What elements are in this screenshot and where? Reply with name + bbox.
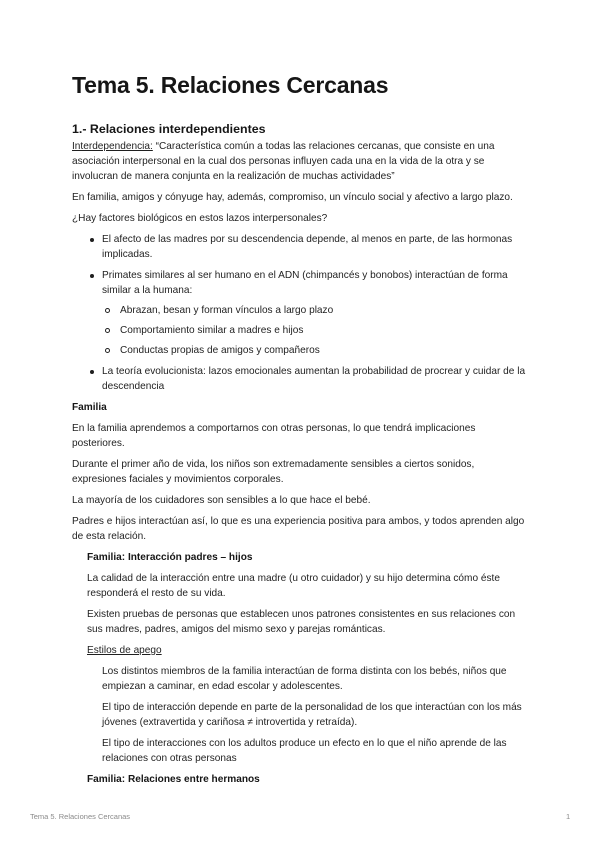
list-item: Primates similares al ser humano en el ADN (chimpancés y bonobos) interactúan de forma similar a la humana: Abrazan, besan y forman vínculos a largo plazo Comportamiento similar a madres e hijos Conductas propias de amigos y compañeros bbox=[72, 268, 528, 358]
bullet-icon bbox=[90, 274, 94, 278]
section-heading: 1.- Relaciones interdependientes bbox=[72, 122, 266, 136]
definition-text: “Característica común a todas las relaciones cercanas, que consiste en una asociación interpersonal en la cual dos personas influyen cada una en la vida de la otra y se involucran de manera conjunta en la realización de muchas actividades” bbox=[72, 141, 495, 182]
subsection-heading: Estilos de apego bbox=[87, 645, 162, 656]
paragraph: En la familia aprendemos a comportarnos con otras personas, lo que tendrá implicaciones posteriores. bbox=[72, 423, 476, 449]
bullet-icon bbox=[90, 370, 94, 374]
paragraph: El tipo de interacciones con los adultos produce un efecto en lo que el niño aprende de las relaciones con otras personas bbox=[102, 738, 507, 764]
document-body bbox=[72, 121, 528, 793]
paragraph: Padres e hijos interactúan así, lo que es una experiencia positiva para ambos, y todos aprenden algo de esta relación. bbox=[72, 516, 525, 542]
paragraph: La calidad de la interacción entre una madre (u otro cuidador) y su hijo determina cómo éste responderá el resto de su vida. bbox=[87, 573, 500, 599]
paragraph: Existen pruebas de personas que establecen unos patrones consistentes en sus relaciones con sus madres, padres, amigos del mismo sexo y parejas románticas. bbox=[87, 609, 516, 635]
circle-bullet-icon bbox=[105, 328, 110, 333]
list-item: Abrazan, besan y forman vínculos a largo plazo bbox=[102, 303, 528, 318]
circle-bullet-icon bbox=[105, 348, 110, 353]
paragraph: Durante el primer año de vida, los niños son extremadamente sensibles a ciertos sonidos, expresiones faciales y movimientos corporales. bbox=[72, 459, 475, 485]
list-item: El afecto de las madres por su descendencia depende, al menos en parte, de las hormonas implicadas. bbox=[72, 232, 528, 262]
page-title: Tema 5. Relaciones Cercanas bbox=[72, 72, 389, 98]
definition-term: Interdependencia: bbox=[72, 141, 153, 152]
sub-bullet-list bbox=[102, 303, 528, 358]
paragraph: ¿Hay factores biológicos en estos lazos interpersonales? bbox=[72, 213, 328, 224]
subsection-heading: Familia: Interacción padres – hijos bbox=[87, 552, 253, 563]
subsection-heading: Familia: Relaciones entre hermanos bbox=[87, 774, 260, 785]
footer-title: Tema 5. Relaciones Cercanas bbox=[30, 812, 131, 821]
list-item: Conductas propias de amigos y compañeros bbox=[102, 343, 528, 358]
circle-bullet-icon bbox=[105, 308, 110, 313]
paragraph: En familia, amigos y cónyuge hay, además, compromiso, un vínculo social y afectivo a largo plazo. bbox=[72, 192, 513, 203]
paragraph: La mayoría de los cuidadores son sensibles a lo que hace el bebé. bbox=[72, 495, 371, 506]
bullet-icon bbox=[90, 238, 94, 242]
subsection-heading: Familia bbox=[72, 402, 107, 413]
page-number: 1 bbox=[566, 812, 571, 821]
definition-paragraph bbox=[72, 139, 528, 184]
list-item: Comportamiento similar a madres e hijos bbox=[102, 323, 528, 338]
paragraph: Los distintos miembros de la familia interactúan de forma distinta con los bebés, niños que empiezan a caminar, en edad escolar y adolescentes. bbox=[102, 666, 507, 692]
paragraph: El tipo de interacción depende en parte de la personalidad de los que interactúan con los más jóvenes (extravertida y cariñosa ≠ introvertida y retraída). bbox=[102, 702, 522, 728]
bullet-list bbox=[72, 232, 528, 394]
list-item: La teoría evolucionista: lazos emocionales aumentan la probabilidad de procrear y cuidar de la descendencia bbox=[72, 364, 528, 394]
